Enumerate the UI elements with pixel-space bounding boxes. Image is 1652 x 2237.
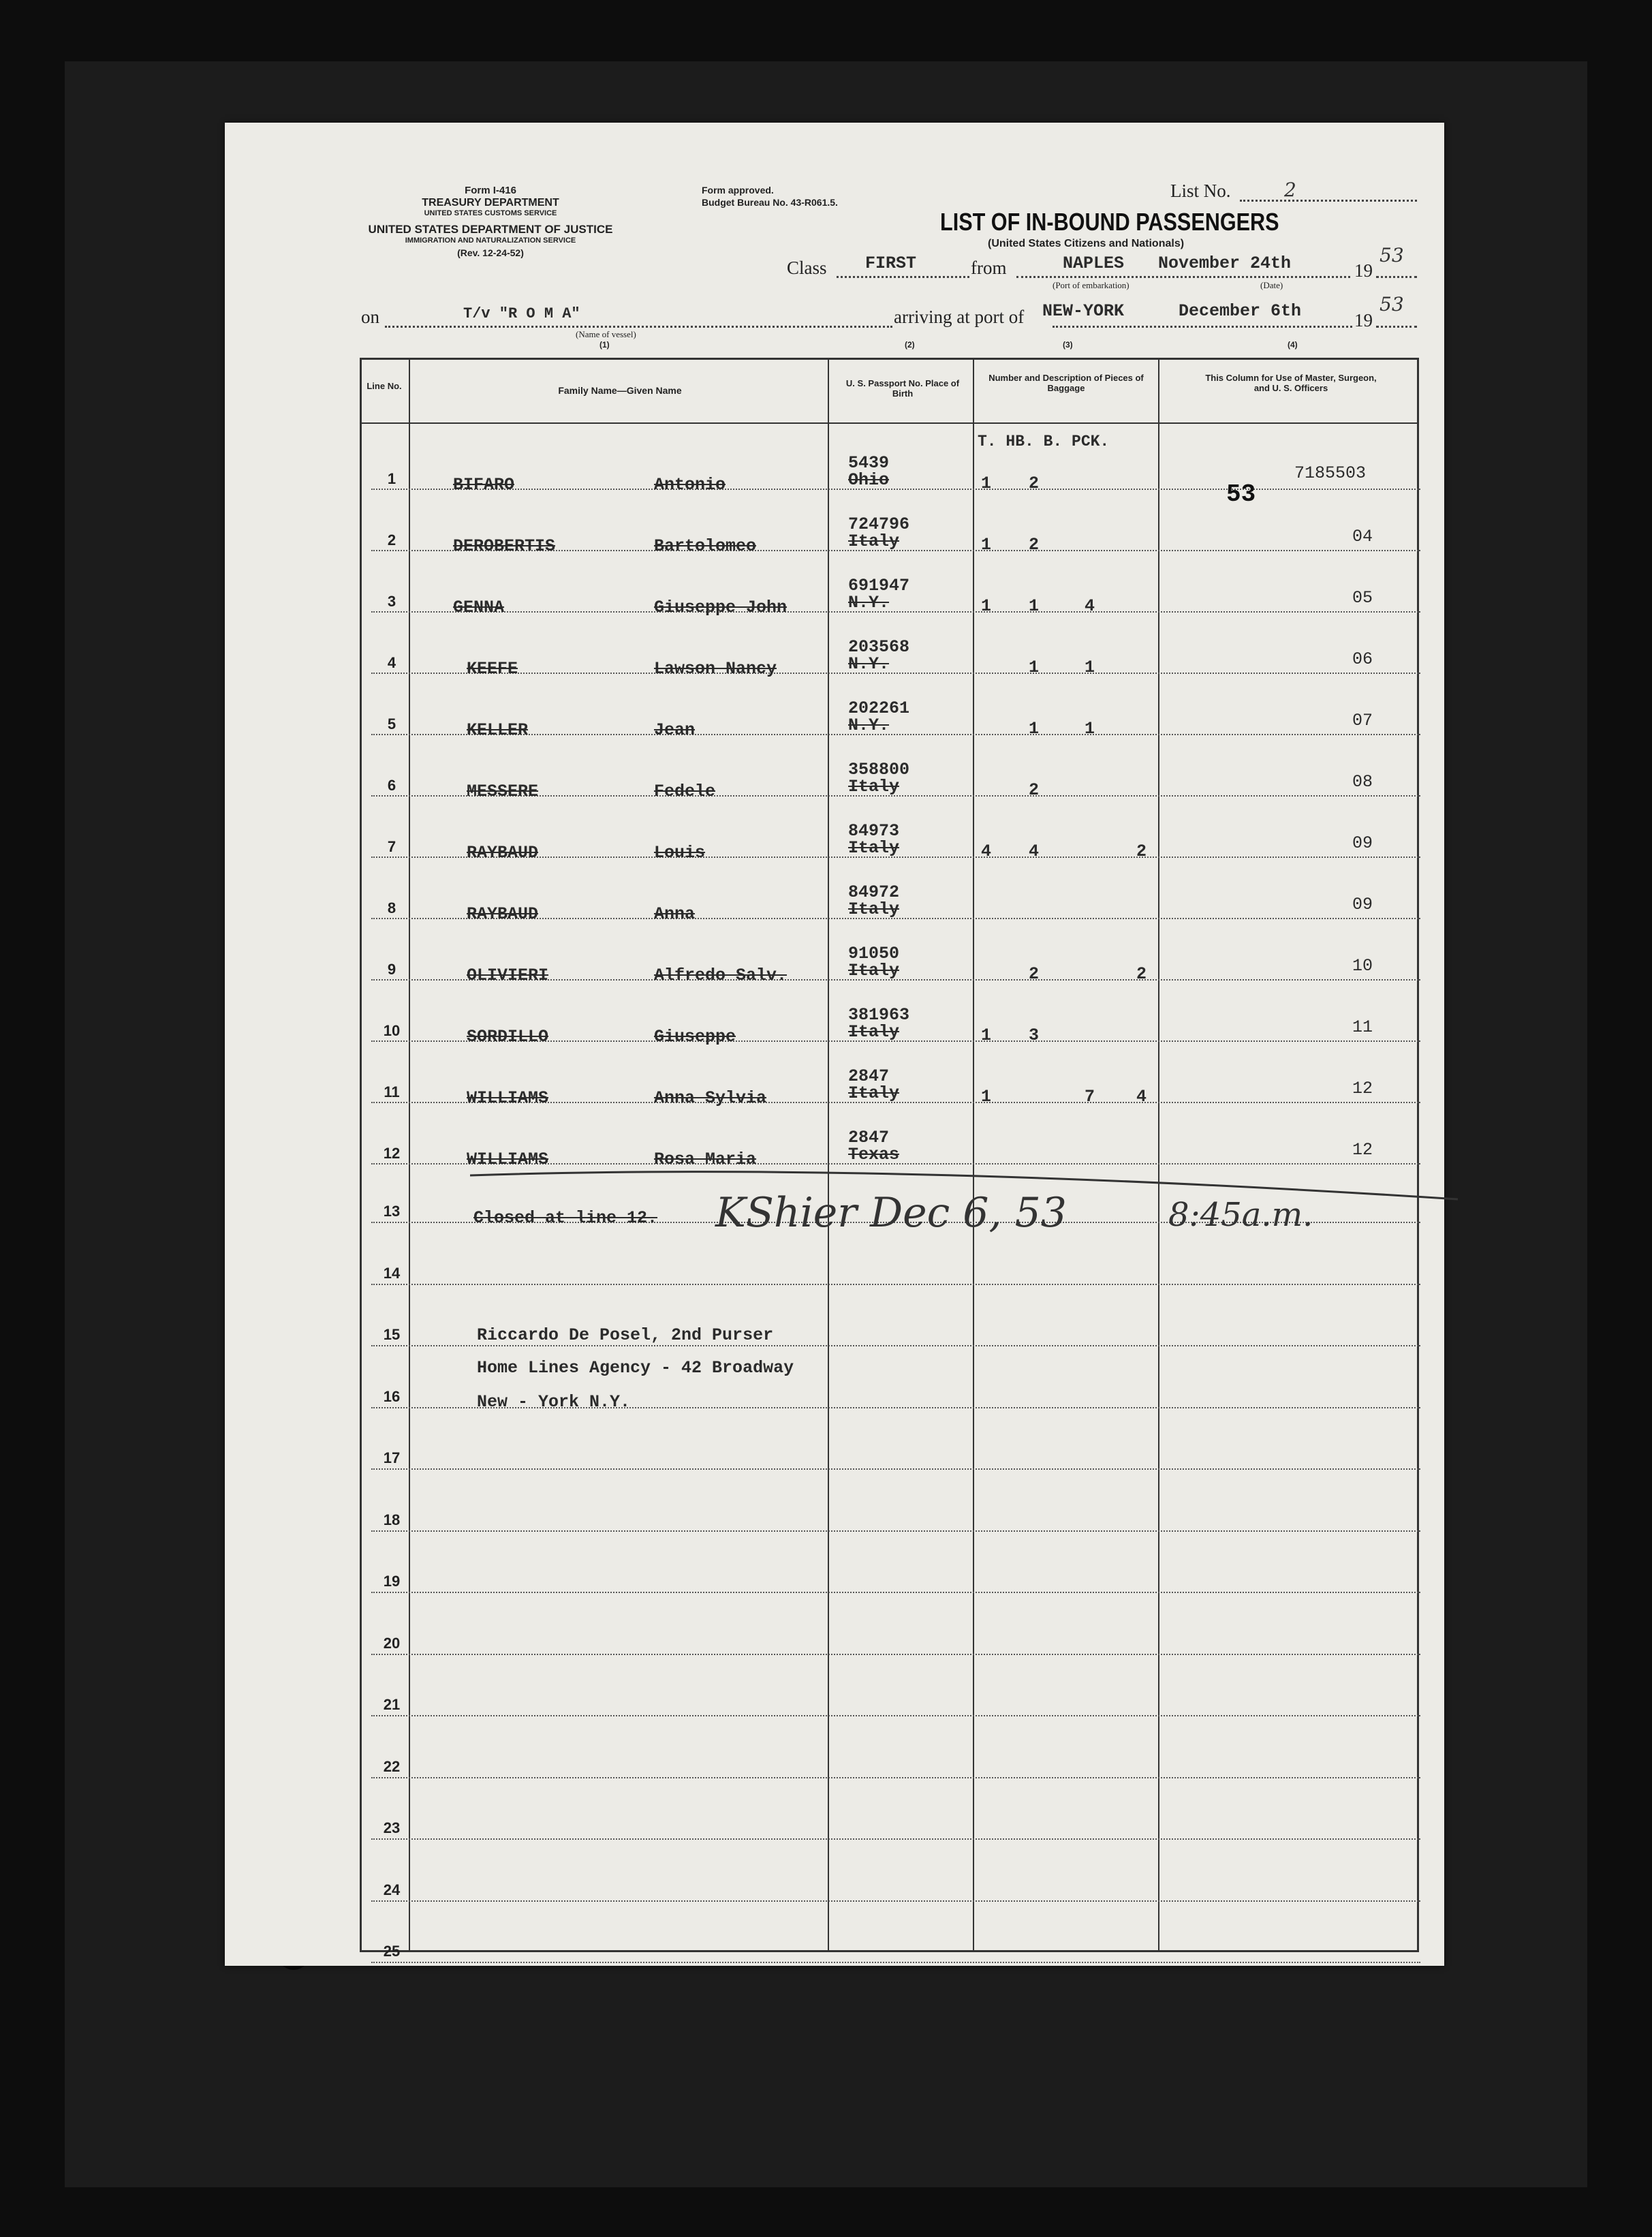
baggage-hb: 1 <box>1029 596 1040 616</box>
line-number: 6 <box>387 777 396 794</box>
year-line <box>1376 276 1417 278</box>
class-label: Class <box>787 258 827 278</box>
line-number: 9 <box>387 961 396 978</box>
officer-number: 07 <box>1352 711 1373 730</box>
row-rule <box>371 611 1420 613</box>
officer-number: 7185503 <box>1294 463 1367 483</box>
big-number: 53 <box>1226 480 1256 508</box>
class-value: FIRST <box>865 253 917 273</box>
passport-number: 202261 <box>848 698 910 718</box>
passport-number: 91050 <box>848 944 900 963</box>
list-no-value: 2 <box>1284 179 1296 201</box>
form-number: Form I-416 <box>465 185 516 196</box>
passport-number: 358800 <box>848 760 910 780</box>
line-number: 4 <box>387 654 396 671</box>
given-name: Giuseppe John <box>654 598 788 617</box>
officer-number: 11 <box>1352 1017 1373 1037</box>
baggage-hb: 2 <box>1029 535 1040 555</box>
from-year: 53 <box>1380 244 1404 266</box>
row-rule <box>371 1962 1420 1963</box>
family-name: RAYBAUD <box>467 904 539 924</box>
line-number: 21 <box>383 1696 401 1713</box>
caption-3: (3) <box>1063 340 1073 350</box>
form-sheet <box>225 123 1444 1966</box>
passport-number: 84972 <box>848 882 900 902</box>
line-number: 13 <box>383 1203 401 1220</box>
place-of-birth: Italy <box>848 961 900 981</box>
given-name: Lawson Nancy <box>654 659 777 679</box>
baggage-t: 1 <box>981 535 992 555</box>
given-name: Fedele <box>654 782 716 801</box>
baggage-t: 1 <box>981 1087 992 1107</box>
row-rule <box>371 1777 1420 1778</box>
officer-number: 08 <box>1352 772 1373 792</box>
officer-number: 12 <box>1352 1079 1373 1098</box>
row-rule <box>371 489 1420 490</box>
given-name: Louis <box>654 843 706 863</box>
baggage-pck: 4 <box>1136 1087 1147 1107</box>
row-rule <box>371 734 1420 735</box>
place-of-birth: Italy <box>848 531 900 551</box>
caption-1: (1) <box>599 340 610 350</box>
given-name: Bartolomeo <box>654 536 757 556</box>
passport-number: 2847 <box>848 1128 890 1147</box>
row-rule <box>371 1345 1420 1346</box>
list-no-line <box>1240 200 1417 202</box>
baggage-pck: 2 <box>1136 964 1147 984</box>
line-number: 11 <box>384 1083 400 1100</box>
row-rule <box>371 1838 1420 1840</box>
place-of-birth: Italy <box>848 1022 900 1042</box>
col-header-baggage: Number and Description of Pieces of Baggage <box>988 373 1144 393</box>
baggage-b: 4 <box>1085 596 1095 616</box>
line-number: 25 <box>383 1943 401 1960</box>
line-number: 22 <box>383 1758 401 1775</box>
family-name: RAYBAUD <box>467 843 539 863</box>
row-rule <box>371 1284 1420 1285</box>
arrival-year-line <box>1376 326 1417 328</box>
line-number: 18 <box>383 1511 401 1528</box>
ins-service: IMMIGRATION AND NATURALIZATION SERVICE <box>405 236 576 245</box>
given-name: Rosa Maria <box>654 1150 757 1169</box>
col-header-line-no: Line No. <box>367 381 402 391</box>
from-label: from <box>971 258 1007 278</box>
line-number: 14 <box>383 1265 401 1282</box>
table-bottom-rule <box>360 1950 1419 1952</box>
baggage-hb: 3 <box>1029 1025 1040 1045</box>
baggage-hb: 2 <box>1029 474 1040 493</box>
closing-time: 8:45a.m. <box>1168 1196 1313 1234</box>
baggage-t: 4 <box>981 842 992 861</box>
family-name: WILLIAMS <box>467 1150 549 1169</box>
table-left-rule <box>360 358 362 1952</box>
row-rule <box>371 1900 1420 1902</box>
baggage-hb: 1 <box>1029 719 1040 739</box>
officer-number: 06 <box>1352 649 1373 669</box>
passport-number: 2847 <box>848 1066 890 1086</box>
purser-name: Riccardo De Posel, 2nd Purser <box>477 1325 774 1345</box>
line-number: 16 <box>383 1388 401 1405</box>
officer-number: 09 <box>1352 833 1373 853</box>
line-number: 3 <box>387 593 396 610</box>
line-number: 19 <box>383 1573 401 1590</box>
place-of-birth: Ohio <box>848 470 890 490</box>
port-caption: (Port of embarkation) <box>1053 280 1129 290</box>
class-line <box>837 276 969 278</box>
table-header-rule <box>360 422 1419 424</box>
passport-number: 5439 <box>848 453 890 473</box>
table-right-rule <box>1417 358 1419 1952</box>
place-of-birth: Texas <box>848 1145 900 1164</box>
form-approved: Form approved. <box>702 185 774 196</box>
baggage-pck: 2 <box>1136 842 1147 861</box>
vessel-name: T/v "R O M A" <box>463 305 580 322</box>
passport-number: 84973 <box>848 821 900 841</box>
revision: (Rev. 12-24-52) <box>457 247 524 258</box>
place-of-birth: Italy <box>848 838 900 858</box>
table-top-rule <box>360 358 1419 360</box>
baggage-hb: 2 <box>1029 780 1040 800</box>
officer-number: 12 <box>1352 1140 1373 1160</box>
passport-number: 724796 <box>848 514 910 534</box>
passport-number: 691947 <box>848 576 910 596</box>
line-number: 8 <box>387 899 396 916</box>
vessel-caption: (Name of vessel) <box>576 329 636 339</box>
arrival-port: NEW-YORK <box>1042 301 1125 321</box>
col-header-officers: This Column for Use of Master, Surgeon, and U. S. Officers <box>1205 373 1377 393</box>
page-title: LIST OF IN-BOUND PASSENGERS <box>940 208 1279 236</box>
given-name: Antonio <box>654 475 726 495</box>
arrival-year: 53 <box>1380 293 1404 315</box>
given-name: Jean <box>654 720 696 740</box>
line-number: 10 <box>383 1022 401 1039</box>
row-rule <box>371 1715 1420 1716</box>
signature: KShier Dec 6, 53 <box>715 1189 1067 1237</box>
officer-number: 04 <box>1352 527 1373 546</box>
officer-number: 05 <box>1352 588 1373 608</box>
row-rule <box>371 1468 1420 1470</box>
baggage-hb: 4 <box>1029 842 1040 861</box>
arriving-label: arriving at port of <box>894 307 1025 327</box>
line-number: 5 <box>387 715 396 732</box>
place-of-birth: N.Y. <box>848 715 890 735</box>
officer-number: 10 <box>1352 956 1373 976</box>
given-name: Anna <box>654 904 696 924</box>
customs-service: UNITED STATES CUSTOMS SERVICE <box>424 209 557 217</box>
passport-number: 381963 <box>848 1005 910 1025</box>
from-date: November 24th <box>1158 253 1292 273</box>
caption-4: (4) <box>1288 340 1298 350</box>
baggage-hb: 2 <box>1029 964 1040 984</box>
from-port: NAPLES <box>1063 253 1125 273</box>
justice-dept: UNITED STATES DEPARTMENT OF JUSTICE <box>368 223 613 236</box>
baggage-hb: 1 <box>1029 658 1040 677</box>
year-prefix: 19 <box>1354 260 1373 281</box>
place-of-birth: Italy <box>848 777 900 797</box>
family-name: GENNA <box>453 598 505 617</box>
baggage-b: 7 <box>1085 1087 1095 1107</box>
agency-address: Home Lines Agency - 42 Broadway <box>477 1358 794 1378</box>
line-number: 24 <box>383 1881 401 1898</box>
vessel-line <box>385 326 892 328</box>
page-subtitle: (United States Citizens and Nationals) <box>988 238 1185 249</box>
row-rule <box>371 1530 1420 1532</box>
col-header-passport: U. S. Passport No. Place of Birth <box>845 378 960 399</box>
date-caption: (Date) <box>1260 280 1283 290</box>
baggage-subheader: T. HB. B. PCK. <box>978 433 1110 450</box>
place-of-birth: N.Y. <box>848 593 890 613</box>
officer-number: 09 <box>1352 895 1373 914</box>
baggage-t: 1 <box>981 474 992 493</box>
family-name: BIFARO <box>453 475 515 495</box>
row-rule <box>371 1654 1420 1655</box>
family-name: DEROBERTIS <box>453 536 556 556</box>
col-header-name: Family Name—Given Name <box>558 385 682 396</box>
baggage-b: 1 <box>1085 658 1095 677</box>
row-rule <box>371 673 1420 674</box>
caption-2: (2) <box>905 340 915 350</box>
closed-note: Closed at line 12. <box>473 1208 658 1228</box>
col-divider-passport <box>973 358 974 1952</box>
col-divider-baggage <box>1158 358 1159 1952</box>
list-no-label: List No. <box>1170 181 1231 201</box>
budget-bureau: Budget Bureau No. 43-R061.5. <box>702 197 838 208</box>
place-of-birth: Italy <box>848 899 900 919</box>
baggage-t: 1 <box>981 1025 992 1045</box>
line-number: 20 <box>383 1635 401 1652</box>
given-name: Alfredo Salv. <box>654 966 788 985</box>
family-name: MESSERE <box>467 782 539 801</box>
on-label: on <box>361 307 379 327</box>
family-name: KEEFE <box>467 659 518 679</box>
baggage-b: 1 <box>1085 719 1095 739</box>
line-number: 7 <box>387 838 396 855</box>
baggage-t: 1 <box>981 596 992 616</box>
col-divider-name <box>828 358 829 1952</box>
treasury-dept: TREASURY DEPARTMENT <box>422 197 559 209</box>
passport-number: 203568 <box>848 637 910 657</box>
family-name: KELLER <box>467 720 529 740</box>
place-of-birth: Italy <box>848 1083 900 1103</box>
family-name: WILLIAMS <box>467 1088 549 1108</box>
given-name: Anna Sylvia <box>654 1088 767 1108</box>
family-name: OLIVIERI <box>467 966 549 985</box>
line-number: 2 <box>387 531 396 549</box>
line-number: 12 <box>383 1145 401 1162</box>
line-number: 23 <box>383 1819 401 1836</box>
given-name: Giuseppe <box>654 1027 736 1047</box>
family-name: SORDILLO <box>467 1027 549 1047</box>
line-number: 17 <box>383 1449 401 1466</box>
arrival-date: December 6th <box>1179 301 1302 321</box>
line-number: 15 <box>383 1326 401 1343</box>
arrival-line <box>1053 326 1352 328</box>
from-line <box>1016 276 1350 278</box>
row-rule <box>371 1592 1420 1593</box>
place-of-birth: N.Y. <box>848 654 890 674</box>
arrival-year-prefix: 19 <box>1354 310 1373 330</box>
line-number: 1 <box>387 470 396 487</box>
agency-city: New - York N.Y. <box>477 1392 631 1412</box>
